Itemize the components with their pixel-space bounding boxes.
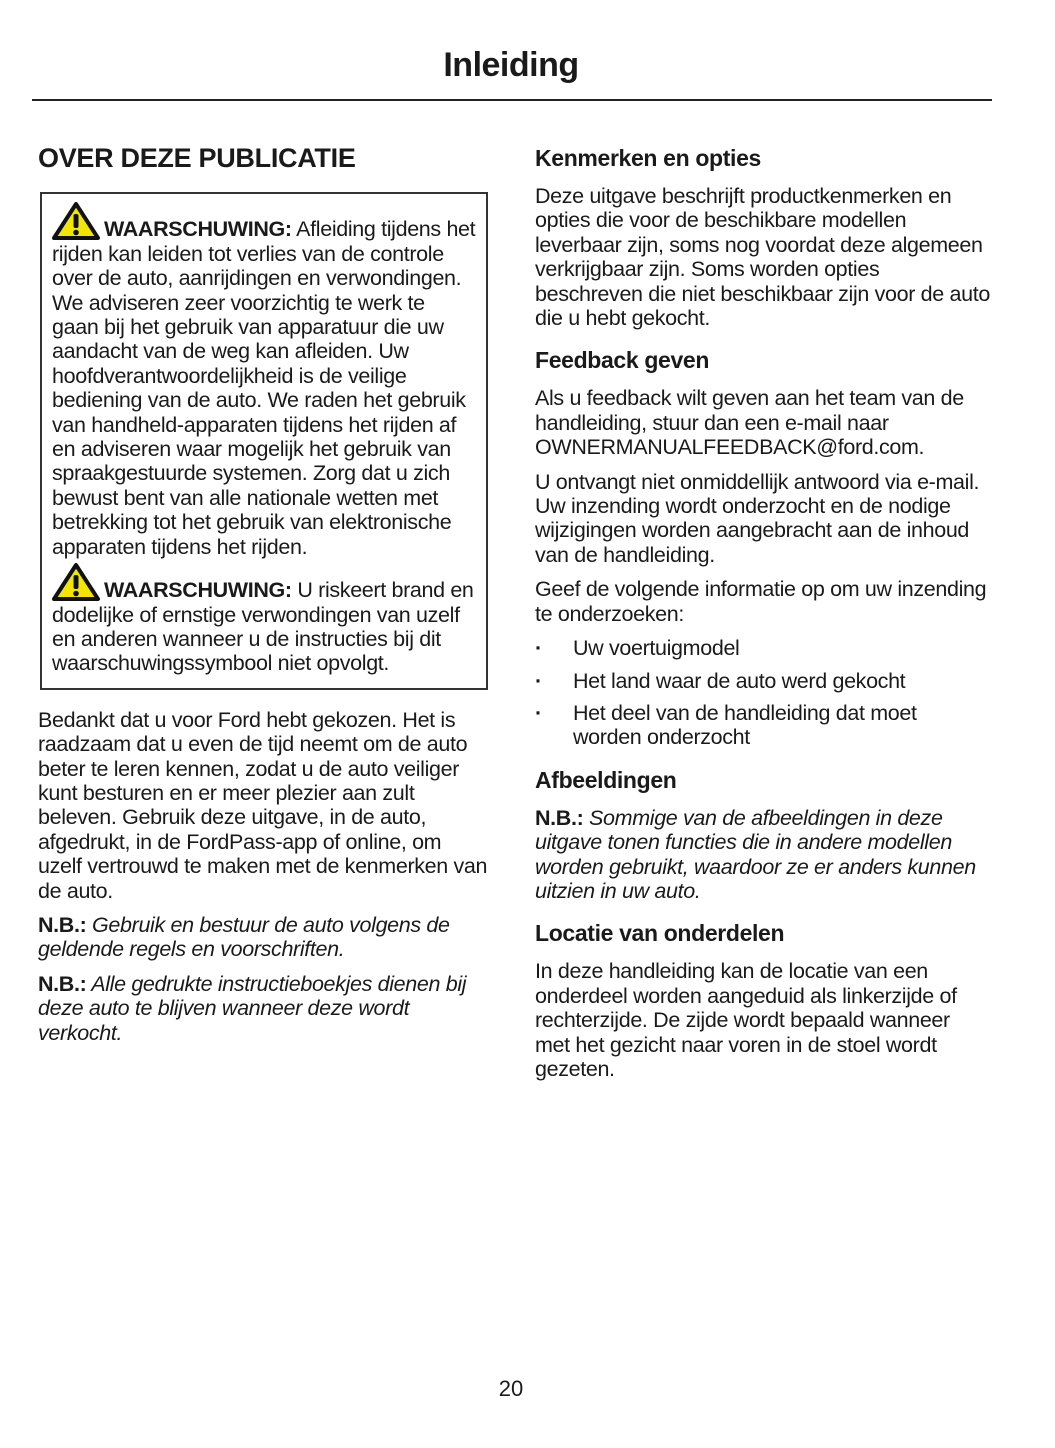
warning-label: WAARSCHUWING: (104, 578, 292, 603)
note-text: Alle gedrukte instructieboekjes dienen bij deze auto te blijven wanneer deze wordt verkocht. (38, 971, 467, 1045)
feedback-list (535, 636, 990, 750)
heading-feedback: Feedback geven (535, 347, 710, 374)
note-label: N.B.: (38, 912, 87, 937)
list-item: · Het land waar de auto werd gekocht (535, 669, 990, 693)
left-column (38, 140, 490, 1055)
kenmerken-text: Deze uitgave beschrijft productkenmerken en opties die voor de beschikbare modellen leverbaar zijn, soms nog voordat deze algemeen verkrijgbaar zijn. Soms worden opties beschreven die niet beschikbaar zijn voor de auto die u hebt gekocht. (535, 184, 990, 331)
note (38, 913, 490, 962)
note (535, 806, 990, 904)
note-label: N.B.: (38, 971, 87, 996)
note-label: N.B.: (535, 805, 584, 830)
feedback-text-2: U ontvangt niet onmiddellijk antwoord via e-mail. Uw inzending wordt onderzocht en de nodige wijzigingen worden aangebracht aan de inhoud van de handleiding. (535, 469, 980, 567)
right-column (535, 144, 990, 1091)
locatie-text: In deze handleiding kan de locatie van een onderdeel worden aangeduid als linkerzijde of rechterzijde. De zijde wordt bepaald wanneer met het gezicht naar voren in de stoel wordt gezeten. (535, 959, 957, 1081)
warning-1 (52, 202, 476, 559)
page-number: 20 (498, 1376, 524, 1401)
section-heading: OVER DEZE PUBLICATIE (38, 143, 356, 173)
header-rule (32, 99, 992, 101)
warning-triangle-icon (52, 563, 100, 601)
page-title: Inleiding (443, 46, 579, 84)
feedback-email[interactable]: OWNERMANUALFEEDBACK@ford.com. (535, 435, 925, 460)
heading-kenmerken: Kenmerken en opties (535, 145, 761, 171)
warning-triangle-icon (52, 202, 100, 240)
note (38, 972, 490, 1045)
list-item: · Uw voertuigmodel (535, 636, 990, 660)
note-text: Gebruik en bestuur de auto volgens de geldende regels en voorschriften. (38, 912, 450, 962)
warning-text: Afleiding tijdens het rijden kan leiden tot verlies van de controle over de auto, aanrijdingen en verwondingen. We adviseren zeer voorzichtig te werk te gaan bij het gebruik van apparatuur die uw aandacht van de weg kan afleiden. Uw hoofdverantwoordelijkheid is de veilige bediening van de auto. We raden het gebruik van handheld-apparaten tijdens het rijden af en adviseren waar mogelijk het gebruik van spraakgestuurde systemen. Zorg dat u zich bewust bent van alle nationale wetten met betrekking tot het gebruik van elektronische apparaten tijdens het rijden. (52, 217, 476, 559)
heading-afbeeldingen: Afbeeldingen (535, 766, 677, 793)
note-text: Sommige van de afbeeldingen in deze uitgave tonen functies die in andere modellen worden gebruikt, waardoor ze er anders kunnen uitzien in uw auto. (535, 805, 976, 903)
warning-2 (52, 563, 476, 676)
warning-text: U riskeert brand en dodelijke of ernstige verwondingen van uzelf en anderen wanneer u de instructies bij dit waarschuwingssymbool niet opvolgt. (52, 578, 474, 676)
list-item: · Het deel van de handleiding dat moet worden onderzocht (535, 701, 990, 750)
intro-text: Bedankt dat u voor Ford hebt gekozen. Het is raadzaam dat u even de tijd neemt om de auto beter te leren kennen, zodat u de auto veiliger kunt besturen en er meer plezier aan zult beleven. Gebruik deze uitgave, in de auto, afgedrukt, in de FordPass-app of online, om uzelf vertrouwd te maken met de kenmerken van de auto. (38, 707, 488, 903)
heading-locatie: Locatie van onderdelen (535, 920, 785, 947)
feedback-text-3: Geef de volgende informatie op om uw inzending te onderzoeken: (535, 577, 987, 626)
warning-box (40, 192, 488, 689)
feedback-text: Als u feedback wilt geven aan het team van de handleiding, stuur dan een e-mail naar (535, 386, 964, 435)
warning-label: WAARSCHUWING: (104, 217, 292, 242)
